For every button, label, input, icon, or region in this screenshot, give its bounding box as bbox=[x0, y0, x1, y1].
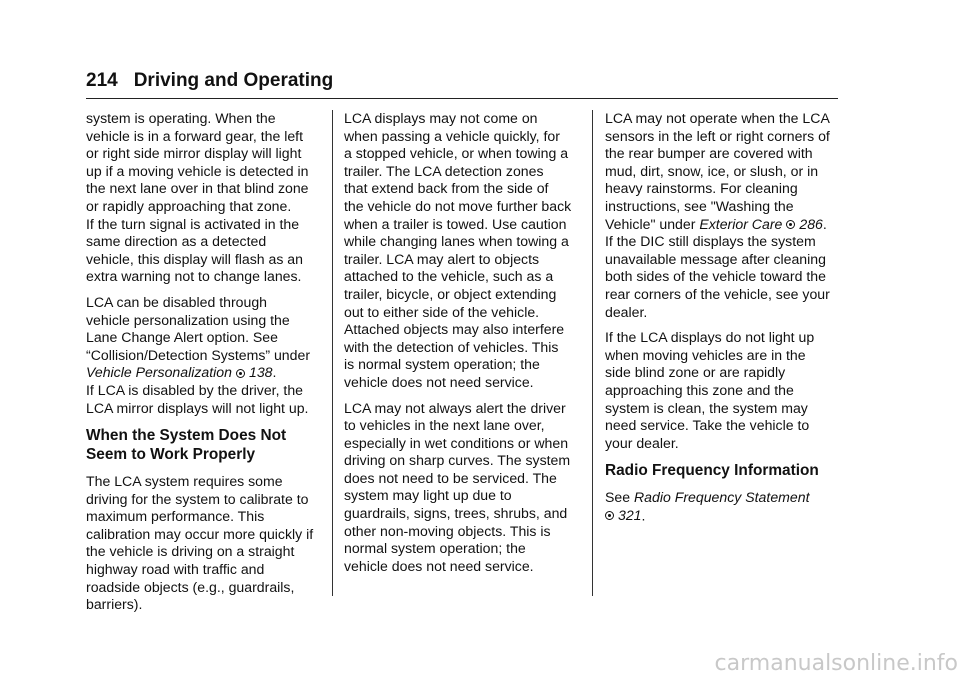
column-2 bbox=[344, 110, 579, 583]
text-line: vehicle personalization using the bbox=[86, 311, 290, 328]
column-divider-1 bbox=[332, 110, 333, 596]
col3-paragraph-1 bbox=[605, 110, 840, 321]
text-line: your dealer. bbox=[605, 434, 679, 451]
section-title: Driving and Operating bbox=[133, 70, 334, 91]
text-line: vehicle does not need service. bbox=[344, 557, 534, 574]
text-line: up if a moving vehicle is detected in bbox=[86, 162, 309, 179]
text-line: side blind zone or are rapidly bbox=[605, 364, 786, 381]
text-line: system is operating. When the bbox=[86, 110, 276, 126]
text-line: the next lane over in that blind zone bbox=[86, 180, 309, 197]
reference-suffix: . bbox=[272, 364, 277, 381]
text-line: trailer. LCA may alert to objects bbox=[344, 250, 540, 267]
text-line: LCA mirror displays will not light up. bbox=[86, 399, 309, 416]
cross-reference-link[interactable] bbox=[634, 489, 809, 507]
header-rule bbox=[86, 98, 838, 99]
col1-paragraph-1 bbox=[86, 110, 326, 286]
column-divider-2 bbox=[592, 110, 593, 596]
text-line: “Collision/Detection Systems” under bbox=[86, 346, 311, 363]
section-heading-troubleshooting bbox=[86, 426, 326, 464]
text-line: out to either side of the vehicle. bbox=[344, 303, 540, 320]
text-line: does not need to be serviced. The bbox=[344, 469, 557, 486]
reference-suffix: . bbox=[822, 215, 827, 232]
text-line: when passing a vehicle quickly, for bbox=[344, 127, 560, 144]
text-line: highway road with traffic and bbox=[86, 561, 265, 578]
text-line: If the LCA displays do not light up bbox=[605, 329, 815, 346]
text-line: Attached objects may also interfere bbox=[344, 321, 565, 338]
text-line: vehicle, this display will flash as an bbox=[86, 250, 303, 267]
text-line: the rear bumper are covered with bbox=[605, 145, 813, 162]
text-line: especially in wet conditions or when bbox=[344, 434, 569, 451]
text-line: extra warning not to change lanes. bbox=[86, 268, 302, 285]
text-line: the vehicle is driving on a straight bbox=[86, 543, 295, 560]
text-line: sensors in the left or right corners of bbox=[605, 127, 830, 144]
text-line: both sides of the vehicle toward the bbox=[605, 268, 826, 285]
cross-reference-line bbox=[86, 364, 326, 382]
text-line: while changing lanes when towing a bbox=[344, 233, 569, 250]
text-line: calibration may occur more quickly if bbox=[86, 525, 314, 542]
page-reference-icon bbox=[786, 220, 795, 229]
text-line: need service. Take the vehicle to bbox=[605, 417, 810, 434]
text-line: that extend back from the side of bbox=[344, 180, 549, 197]
text-line: trailer. The LCA detection zones bbox=[344, 162, 544, 179]
text-line: LCA displays may not come on bbox=[344, 110, 538, 126]
text-line: instructions, see "Washing the bbox=[605, 197, 794, 214]
reference-page: 138 bbox=[248, 364, 273, 381]
reference-title: Radio Frequency Statement bbox=[634, 489, 810, 506]
page-number: 214 bbox=[86, 70, 118, 91]
page-reference-icon bbox=[236, 369, 245, 378]
text-line: to vehicles in the next lane over, bbox=[344, 417, 545, 434]
col3-paragraph-3 bbox=[605, 489, 840, 524]
text-line: attached to the vehicle, such as a bbox=[344, 268, 554, 285]
heading-line: When the System Does Not bbox=[86, 427, 287, 445]
cross-reference-link[interactable] bbox=[86, 364, 273, 382]
text-line: driving on sharp curves. The system bbox=[344, 452, 571, 469]
text-line: system is clean, the system may bbox=[605, 399, 808, 416]
text-line: other non-moving objects. This is bbox=[344, 522, 551, 539]
page-header bbox=[86, 70, 838, 98]
reference-title: Vehicle Personalization bbox=[86, 364, 232, 381]
cross-reference-line bbox=[605, 216, 840, 234]
text-line: trailer, bicycle, or object extending bbox=[344, 285, 557, 302]
text-line: guardrails, signs, trees, shrubs, and bbox=[344, 505, 568, 522]
text-line: is normal system operation; the bbox=[344, 356, 540, 373]
text-line: or right side mirror display will light bbox=[86, 145, 302, 162]
reference-title: Exterior Care bbox=[699, 215, 783, 232]
text-line: LCA may not operate when the LCA bbox=[605, 110, 830, 126]
text-line: If the DIC still displays the system bbox=[605, 233, 816, 250]
col2-paragraph-1 bbox=[344, 110, 579, 392]
text-line: mud, dirt, snow, ice, or slush, or in bbox=[605, 162, 819, 179]
text-line: approaching this zone and the bbox=[605, 381, 794, 398]
cross-reference-link[interactable] bbox=[699, 216, 823, 234]
reference-page: 321 bbox=[618, 506, 642, 523]
text-line: when a trailer is towed. Use caution bbox=[344, 215, 567, 232]
text-line: with the detection of vehicles. This bbox=[344, 338, 559, 355]
text-line: vehicle does not need service. bbox=[344, 373, 534, 390]
text-line: The LCA system requires some bbox=[86, 473, 283, 490]
text-line: driving for the system to calibrate to bbox=[86, 490, 309, 507]
reference-suffix: . bbox=[641, 507, 646, 524]
section-heading-radio-frequency: Radio Frequency Information bbox=[605, 462, 819, 480]
reference-prefix: See bbox=[605, 489, 634, 506]
text-line: when moving vehicles are in the bbox=[605, 346, 806, 363]
text-line: vehicle is in a forward gear, the left bbox=[86, 127, 304, 144]
reference-prefix: Vehicle" under bbox=[605, 215, 700, 232]
text-line: normal system operation; the bbox=[344, 540, 526, 557]
text-line: maximum performance. This bbox=[86, 508, 265, 525]
text-line: same direction as a detected bbox=[86, 233, 267, 250]
text-line: dealer. bbox=[605, 303, 648, 320]
watermark: carmanualsonline.info bbox=[714, 651, 958, 676]
text-line: roadside objects (e.g., guardrails, bbox=[86, 578, 295, 595]
column-3 bbox=[605, 110, 840, 533]
text-line: unavailable message after cleaning bbox=[605, 250, 826, 267]
column-1 bbox=[86, 110, 326, 622]
text-line: barriers). bbox=[86, 596, 143, 613]
text-line bbox=[605, 489, 840, 507]
col1-paragraph-2 bbox=[86, 294, 326, 417]
reference-page: 286 bbox=[799, 215, 823, 232]
text-line: If the turn signal is activated in the bbox=[86, 215, 300, 232]
text-line: LCA may not always alert the driver bbox=[344, 399, 566, 416]
text-line: rear corners of the vehicle, see your bbox=[605, 285, 830, 302]
col1-paragraph-3 bbox=[86, 473, 326, 614]
text-line: Lane Change Alert option. See bbox=[86, 329, 278, 346]
text-line: heavy rainstorms. For cleaning bbox=[605, 180, 798, 197]
text-line: system may light up due to bbox=[344, 487, 512, 504]
text-line: If LCA is disabled by the driver, the bbox=[86, 381, 304, 398]
text-line: a stopped vehicle, or when towing a bbox=[344, 145, 569, 162]
cross-reference-line bbox=[605, 507, 840, 525]
text-line: or rapidly approaching that zone. bbox=[86, 197, 292, 214]
text-line: LCA can be disabled through bbox=[86, 293, 268, 310]
col2-paragraph-2 bbox=[344, 400, 579, 576]
page-reference-icon bbox=[605, 511, 614, 520]
cross-reference-page-link[interactable] bbox=[605, 507, 642, 525]
heading-line: Seem to Work Properly bbox=[86, 446, 256, 464]
text-line: the vehicle do not move further back bbox=[344, 197, 572, 214]
col3-paragraph-2 bbox=[605, 329, 840, 452]
